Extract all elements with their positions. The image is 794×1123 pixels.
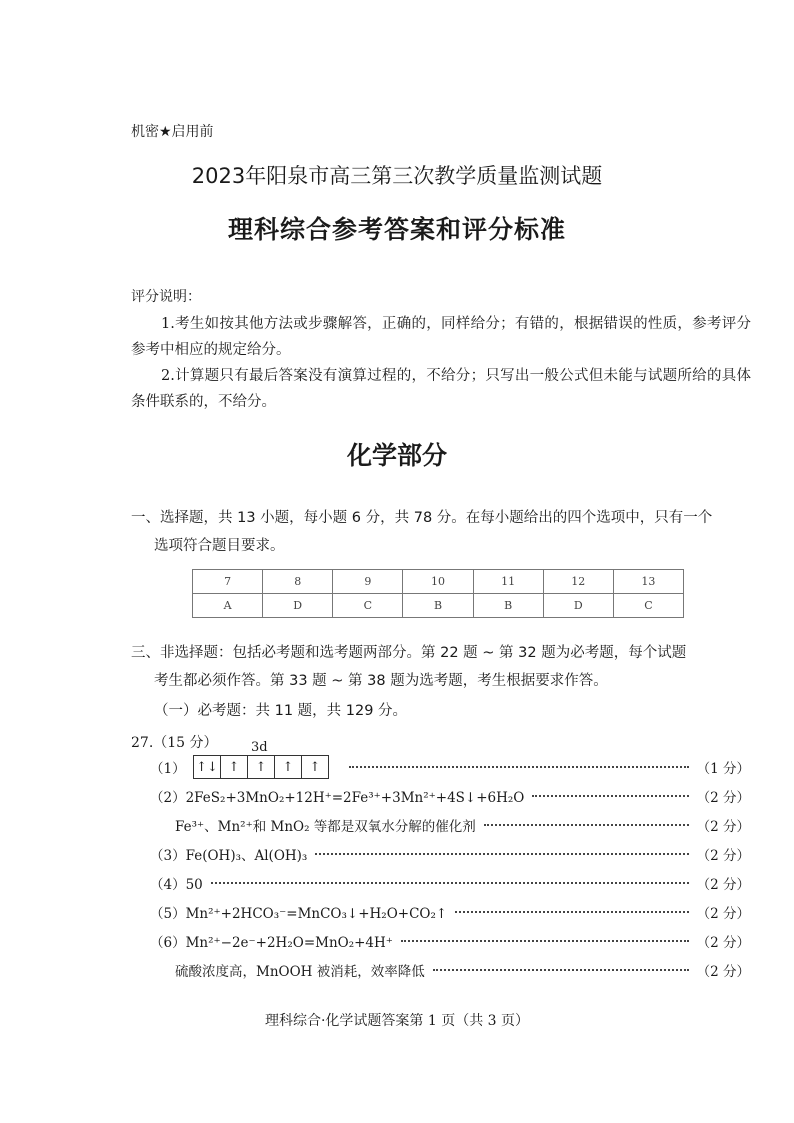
orbital-label: 3d [251,740,268,755]
answer-table [192,569,684,618]
page-footer: 理科综合·化学试题答案第 1 页（共 3 页） [264,1013,530,1029]
table-cell: 10 [403,570,473,594]
table-cell: C [613,594,683,618]
orbital-box: ↑ [248,755,275,779]
table-cell: B [473,594,543,618]
answer-text: （3）Fe(OH)₃、Al(OH)₃ [150,848,308,864]
table-row-answers [193,594,684,618]
part1-instruction: 一、选择题，共 13 小题，每小题 6 分，共 78 分。在每小题给出的四个选项中，只有一个 [131,510,713,526]
answer-row [150,843,750,865]
answer-text: （6）Mn²⁺−2e⁻+2H₂O=MnO₂+4H⁺ [150,935,393,951]
part3-instruction-cont: 考生都必须作答。第 33 题 ~ 第 38 题为选考题，考生根据要求作答。 [154,673,608,689]
table-cell: 8 [263,570,333,594]
table-cell: D [263,594,333,618]
orbital-box: ↑↓ [193,755,221,779]
answer-text: （4）50 [150,877,203,893]
confidential-mark: 机密★启用前 [131,124,214,140]
note-1: 1.考生如按其他方法或步骤解答，正确的，同样给分；有错的，根据错误的性质，参考评分参考中相应的规定给分。 [131,316,751,358]
exam-title: 2023年阳泉市高三第三次教学质量监测试题 [191,164,603,188]
table-cell: 11 [473,570,543,594]
table-row-numbers [193,570,684,594]
table-cell: 12 [543,570,613,594]
answer-text: （2）2FeS₂+3MnO₂+12H⁺=2Fe³⁺+3Mn²⁺+4S↓+6H₂O [150,790,525,806]
table-cell: 7 [193,570,263,594]
answer-row [150,814,750,836]
table-cell: 13 [613,570,683,594]
answer-row [150,872,750,894]
orbital-box: ↑ [302,755,329,779]
answer-points: （2 分） [696,964,750,980]
table-cell: A [193,594,263,618]
answer-text: （5）Mn²⁺+2HCO₃⁻=MnCO₃↓+H₂O+CO₂↑ [150,906,448,922]
answer-row [150,959,750,981]
note-2: 2.计算题只有最后答案没有演算过程的，不给分；只写出一般公式但未能与试题所给的具体条件联系的，不给分。 [131,368,751,410]
answer-points: （2 分） [696,906,750,922]
orbital-box: ↑ [221,755,248,779]
answer-points: （2 分） [696,819,750,835]
answer-points: （1 分） [696,761,750,777]
question-27-header: 27.（15 分） [131,735,218,751]
answer-points: （2 分） [696,848,750,864]
answer-points: （2 分） [696,790,750,806]
answer-row [150,930,750,952]
table-cell: 9 [333,570,403,594]
page-title: 理科综合参考答案和评分标准 [227,215,566,244]
answer-row [150,756,750,778]
orbital-box: ↑ [275,755,302,779]
answer-row [150,785,750,807]
answer-text: （1） [150,761,186,777]
section-title: 化学部分 [346,441,447,470]
answer-points: （2 分） [696,935,750,951]
table-cell: B [403,594,473,618]
part3-instruction: 三、非选择题：包括必考题和选考题两部分。第 22 题 ~ 第 32 题为必考题，每个试题 [131,645,687,661]
table-cell: C [333,594,403,618]
notes-heading: 评分说明： [131,289,201,305]
answer-text: 硫酸浓度高，MnOOH 被消耗，效率降低 [175,964,425,980]
answer-points: （2 分） [696,877,750,893]
table-cell: D [543,594,613,618]
answer-row [150,901,750,923]
answer-text: Fe³⁺、Mn²⁺和 MnO₂ 等都是双氧水分解的催化剂 [175,819,476,835]
part1-instruction-cont: 选项符合题目要求。 [154,538,285,554]
required-questions-heading: （一）必考题：共 11 题，共 129 分。 [154,703,408,719]
